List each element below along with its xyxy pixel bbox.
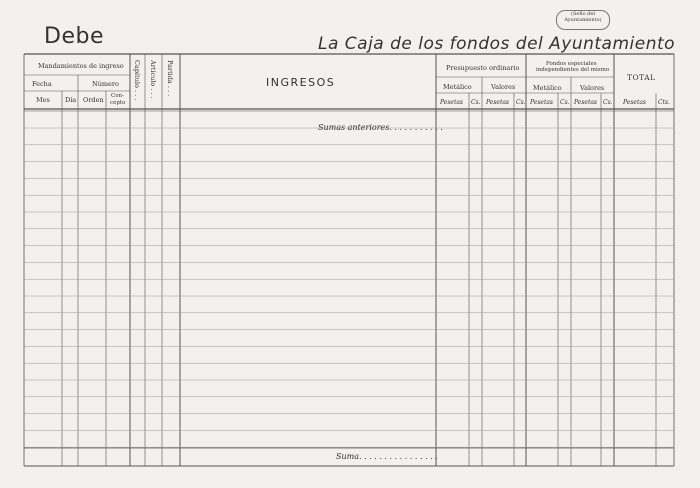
header-metalico-especiales: Metálico: [533, 84, 562, 92]
header-total: TOTAL: [627, 73, 656, 82]
header-pesetas-2: Pesetas: [486, 99, 510, 106]
stamp-line-1: (Sello del: [571, 11, 595, 17]
header-concepto-2: cepto: [110, 100, 126, 106]
header-fondos-2: independientes del mismo: [536, 67, 610, 73]
header-partida: Partida . . .: [166, 60, 174, 97]
header-capitulo: Capítulo . . .: [133, 60, 141, 101]
header-cts-5: Cts.: [658, 99, 670, 106]
stamp-line-2: Ayuntamiento): [564, 17, 602, 23]
header-cts-2: Cs.: [516, 99, 526, 106]
header-fondos-1: Fondos especiales: [546, 61, 597, 67]
header-articulo: Artículo . . .: [149, 60, 157, 99]
header-cts-1: Cs.: [471, 99, 481, 106]
header-presupuesto: Presupuesto ordinario: [446, 64, 520, 72]
header-fecha: Fecha: [32, 80, 52, 88]
header-mes: Mes: [36, 96, 50, 104]
municipal-seal-placeholder: [556, 10, 610, 30]
row-sumas-anteriores: Sumas anteriores. . . . . . . . . . .: [318, 123, 443, 132]
header-ingresos: INGRESOS: [266, 76, 336, 89]
header-pesetas-3: Pesetas: [530, 99, 554, 106]
header-concepto-1: Con-: [111, 93, 124, 99]
header-cts-3: Cs.: [560, 99, 570, 106]
header-pesetas-4: Pesetas: [574, 99, 598, 106]
header-cts-4: Cs.: [603, 99, 613, 106]
header-mandamientos: Mandamientos de ingreso: [38, 62, 124, 70]
header-numero: Número: [92, 80, 119, 88]
header-dia: Día: [65, 96, 77, 104]
header-valores-ordinario: Valores: [491, 83, 516, 91]
header-metalico-ordinario: Metálico: [443, 83, 472, 91]
page-title-right: La Caja de los fondos del Ayuntamiento: [318, 34, 676, 54]
header-pesetas-1: Pesetas: [440, 99, 464, 106]
page-title-left: Debe: [44, 24, 104, 49]
header-valores-especiales: Valores: [580, 84, 605, 92]
header-pesetas-5: Pesetas: [623, 99, 647, 106]
header-orden: Orden: [83, 96, 104, 104]
row-suma: Suma. . . . . . . . . . . . . . . .: [336, 452, 438, 461]
